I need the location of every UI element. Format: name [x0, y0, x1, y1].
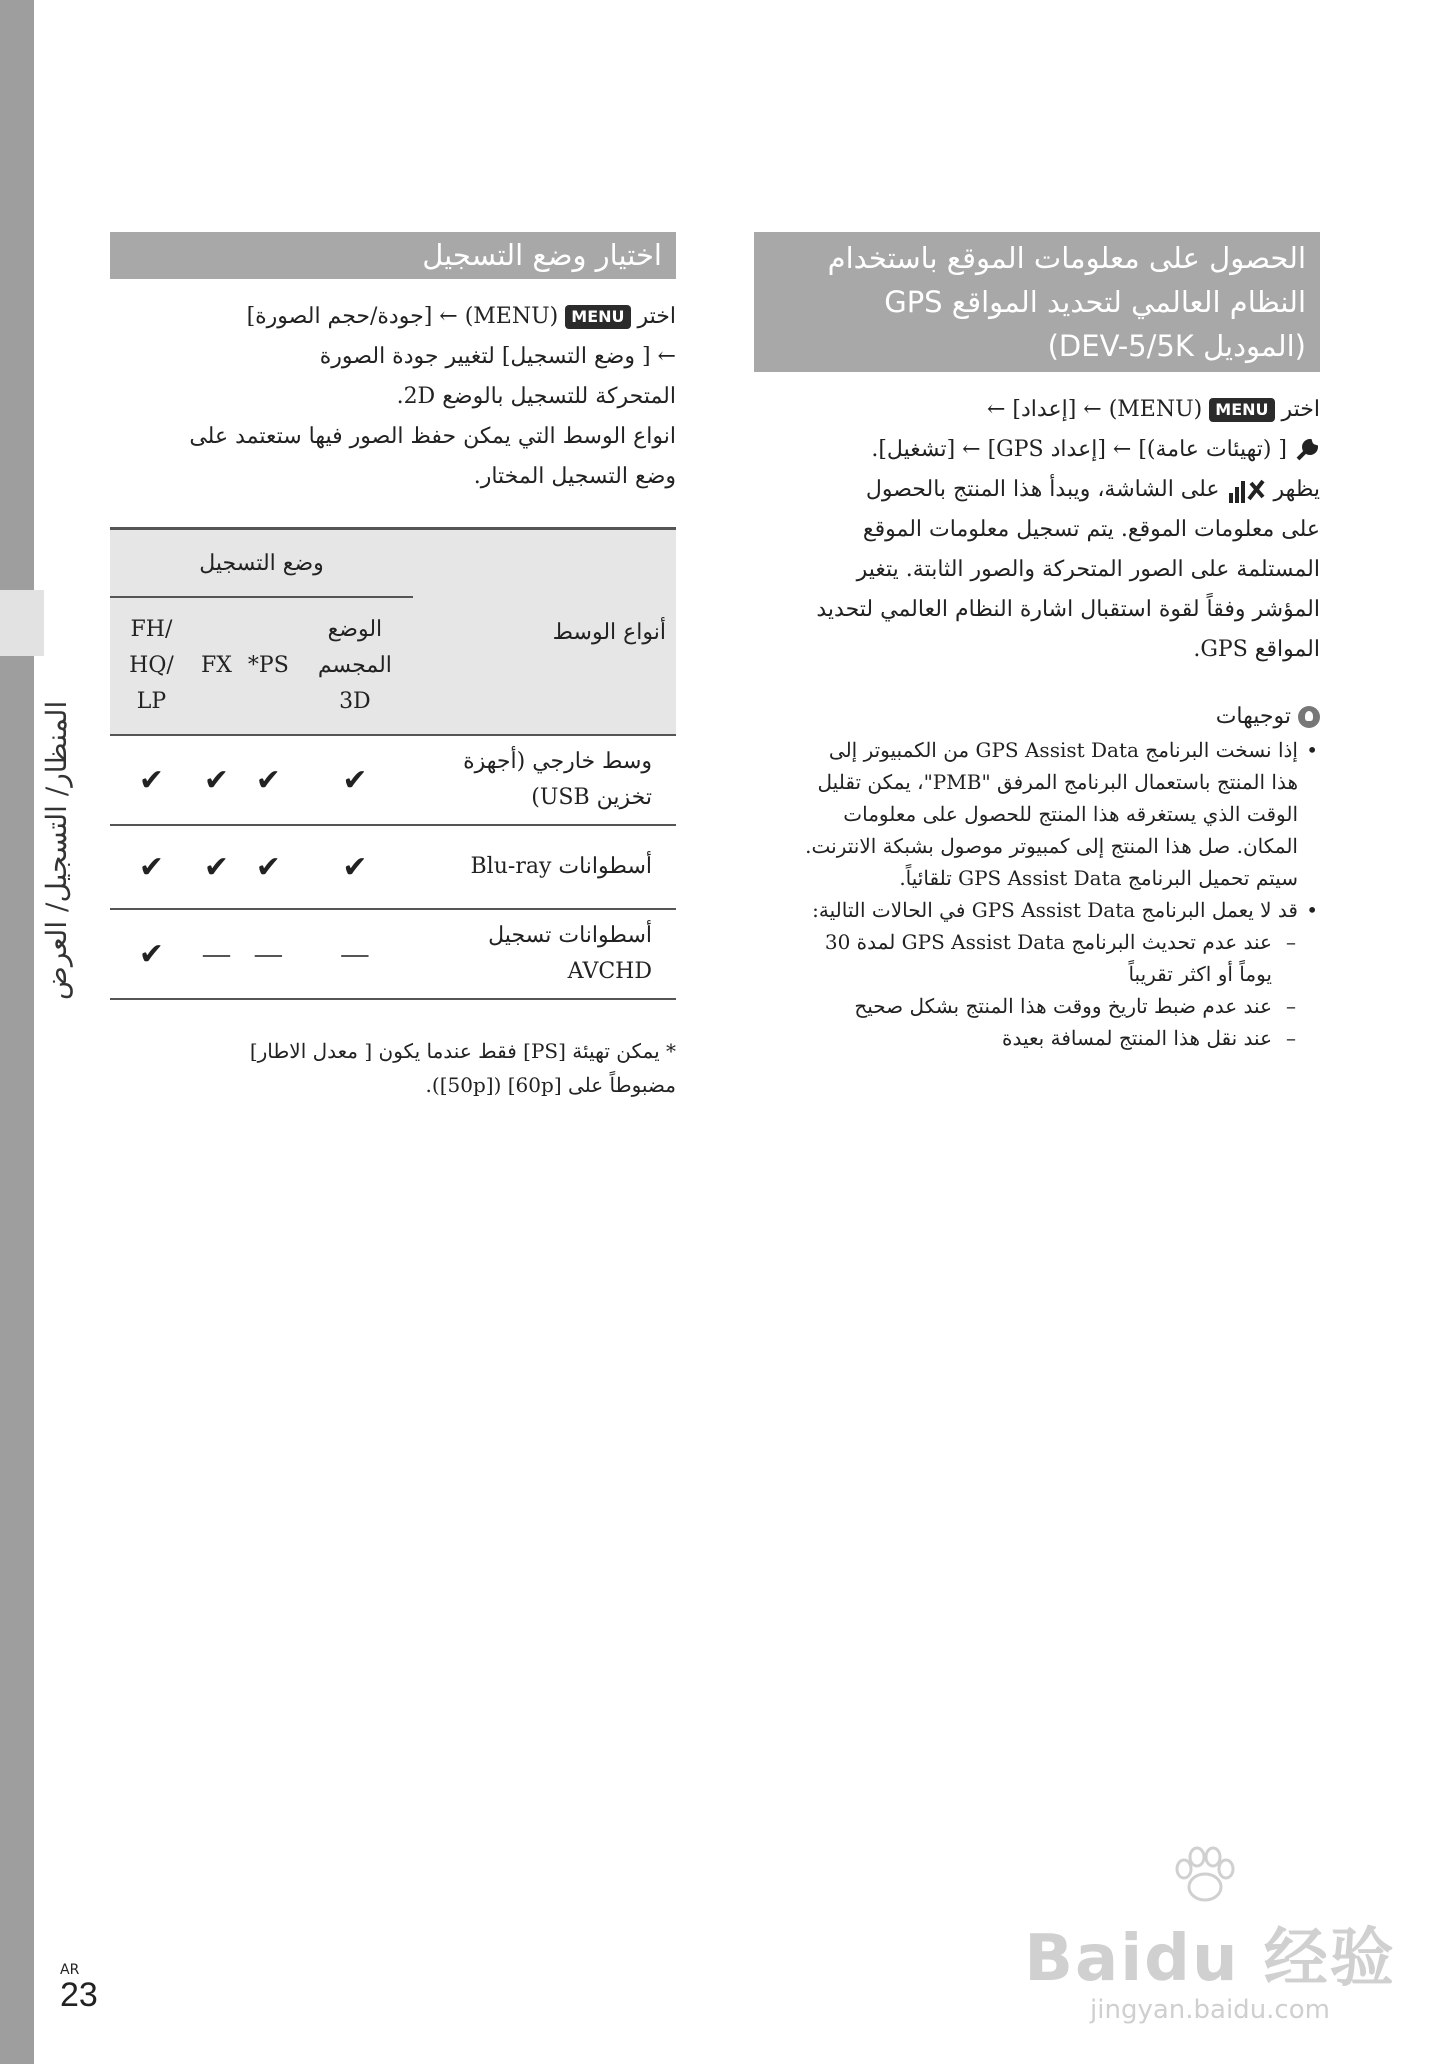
gps-heading	[754, 232, 1320, 372]
tip-line: الوقت الذي يستغرقه هذا المنتج للحصول على معلومات	[843, 802, 1298, 826]
row-label: أسطوانات تسجيل AVCHD	[413, 909, 676, 999]
watermark-brand: Baidu 经验	[1024, 1922, 1396, 1996]
intro-text: (MENU) ← [إعداد] ←	[986, 397, 1203, 422]
right-column	[754, 232, 1320, 1054]
section-side-label: المنظار/ التسجيل/ العرض	[40, 700, 73, 1000]
watermark-url: jingyan.baidu.com	[1090, 1995, 1330, 2025]
tip-item	[754, 894, 1320, 1054]
recording-mode-intro	[110, 297, 676, 497]
column-header-3d: الوضع المجسم 3D	[317, 617, 392, 714]
tips-title-text: توجيهات	[1215, 704, 1291, 729]
table-row	[110, 825, 676, 909]
table-row	[110, 735, 676, 825]
menu-badge: MENU	[565, 305, 630, 329]
lightbulb-icon	[1298, 706, 1320, 728]
condition-item: – عند عدم ضبط تاريخ ووقت هذا المنتج بشكل صحيح	[754, 990, 1298, 1022]
condition-item: – عند نقل هذا المنتج لمسافة بعيدة	[754, 1022, 1298, 1054]
column-header-ps: PS*	[247, 653, 289, 678]
tip-line: هذا المنتج باستعمال البرنامج المرفق "PMB"، يمكن تقليل	[817, 770, 1298, 794]
gps-signal-icon	[1227, 475, 1267, 505]
intro-text: اختر	[1281, 397, 1320, 422]
check-mark: ✔	[297, 825, 413, 909]
intro-line: ← [ وضع التسجيل] لتغيير جودة الصورة	[319, 344, 676, 369]
intro-text: [ (تهيئات عامة)] ← [إعداد GPS] ← [تشغيل].	[871, 437, 1287, 462]
intro-text: يظهر	[1273, 477, 1320, 502]
intro-text: (MENU) ← [جودة/حجم الصورة]	[246, 304, 559, 329]
intro-line	[754, 430, 1320, 470]
tip-line: • قد لا يعمل البرنامج GPS Assist Data في الحالات التالية:	[812, 898, 1298, 922]
media-compatibility-table	[110, 527, 676, 1000]
sidebar-tab	[0, 590, 44, 656]
tip-line: المكان. صل هذا المنتج إلى كمبيوتر موصول بشبكة الانترنت.	[805, 834, 1298, 858]
tip-line: سيتم تحميل البرنامج GPS Assist Data تلقائياً.	[899, 866, 1298, 890]
gps-intro	[754, 390, 1320, 670]
table-row	[110, 909, 676, 999]
intro-line	[754, 390, 1320, 430]
condition-line: – عند عدم تحديث البرنامج GPS Assist Data لمدة 30	[824, 930, 1272, 954]
intro-line	[110, 297, 676, 337]
intro-line: المواقع GPS.	[1193, 637, 1320, 662]
tips-heading	[754, 700, 1320, 734]
paw-logo-icon	[1170, 1845, 1240, 1905]
gps-heading-line: (الموديل DEV-5/5K)	[1047, 329, 1306, 363]
recording-mode-heading: اختيار وضع التسجيل	[110, 232, 676, 279]
left-column	[110, 232, 676, 1102]
gps-heading-line: الحصول على معلومات الموقع باستخدام	[827, 241, 1306, 275]
intro-line: على معلومات الموقع. يتم تسجيل معلومات الموقع	[862, 517, 1320, 542]
check-mark: ✔	[110, 735, 193, 825]
check-mark: ✔	[297, 735, 413, 825]
column-header-fx: FX	[200, 653, 232, 678]
row-label: وسط خارجي (أجهزة تخزين USB)	[413, 735, 676, 825]
page-lang-code: AR	[60, 1962, 80, 1978]
condition-list	[754, 926, 1298, 1054]
condition-line: يوماً أو اكثر تقريباً	[1128, 962, 1272, 986]
check-mark: ✔	[193, 735, 240, 825]
check-mark: ✔	[240, 735, 297, 825]
media-type-header: أنواع الوسط	[413, 529, 676, 736]
sidebar-strip	[0, 0, 34, 2064]
intro-line: وضع التسجيل المختار.	[473, 464, 676, 489]
dash-mark: —	[193, 909, 240, 999]
row-label: أسطوانات Blu-ray	[413, 825, 676, 909]
check-mark: ✔	[240, 825, 297, 909]
dash-mark: —	[240, 909, 297, 999]
footnote-line: مضبوطاً على [60p] ([50p]).	[425, 1073, 676, 1097]
recording-mode-header: وضع التسجيل	[110, 529, 413, 598]
intro-line: المتحركة للتسجيل بالوضع 2D.	[396, 384, 676, 409]
intro-line	[754, 470, 1320, 510]
intro-line: انواع الوسط التي يمكن حفظ الصور فيها ستعتمد على	[189, 424, 676, 449]
tip-line: • إذا نسخت البرنامج GPS Assist Data من الكمبيوتر إلى	[828, 738, 1298, 762]
intro-text: اختر	[637, 304, 676, 329]
menu-badge: MENU	[1209, 398, 1274, 422]
check-mark: ✔	[110, 909, 193, 999]
footnote-line: * يمكن تهيئة [PS] فقط عندما يكون [ معدل الاطار]	[249, 1039, 676, 1063]
page-number	[60, 1962, 98, 2012]
check-mark: ✔	[110, 825, 193, 909]
condition-item	[754, 926, 1298, 990]
gps-heading-line: النظام العالمي لتحديد المواقع GPS	[884, 285, 1306, 319]
page-number-value: 23	[60, 1976, 98, 2014]
footnote	[110, 1034, 676, 1102]
intro-line: المؤشر وفقاً لقوة استقبال اشارة النظام العالمي لتحديد	[816, 597, 1320, 622]
wrench-icon	[1294, 437, 1320, 463]
column-header-fh-hq-lp: FH/ HQ/ LP	[129, 617, 174, 714]
baidu-watermark	[1020, 1855, 1400, 2025]
check-mark: ✔	[193, 825, 240, 909]
tips-list	[754, 734, 1320, 1054]
intro-line: المستلمة على الصور المتحركة والصور الثابتة. يتغير	[856, 557, 1320, 582]
dash-mark: —	[297, 909, 413, 999]
intro-text: على الشاشة، ويبدأ هذا المنتج بالحصول	[865, 477, 1220, 502]
tip-item	[754, 734, 1320, 894]
